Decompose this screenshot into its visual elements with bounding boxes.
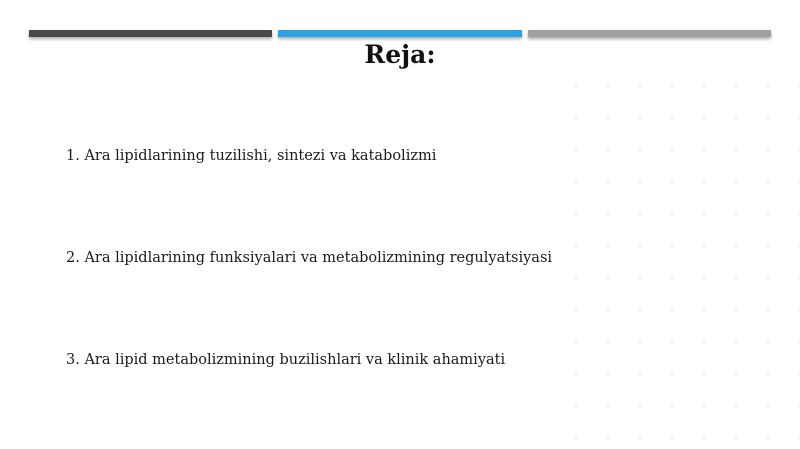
header-accent-bars <box>29 30 771 38</box>
accent-bar-light-gray <box>528 30 771 37</box>
plan-item: 2. Ara lipidlarining funksiyalari va metabolizmining regulyatsiyasi <box>66 250 553 266</box>
plan-item: 3. Ara lipid metabolizmining buzilishlari va klinik ahamiyati <box>66 352 506 368</box>
slide-title: Reja: <box>364 40 436 69</box>
accent-bar-blue <box>278 30 522 37</box>
accent-bar-dark-gray <box>29 30 272 37</box>
decorative-dot-pattern <box>560 70 800 449</box>
plan-item: 1. Ara lipidlarining tuzilishi, sintezi va katabolizmi <box>66 148 437 164</box>
